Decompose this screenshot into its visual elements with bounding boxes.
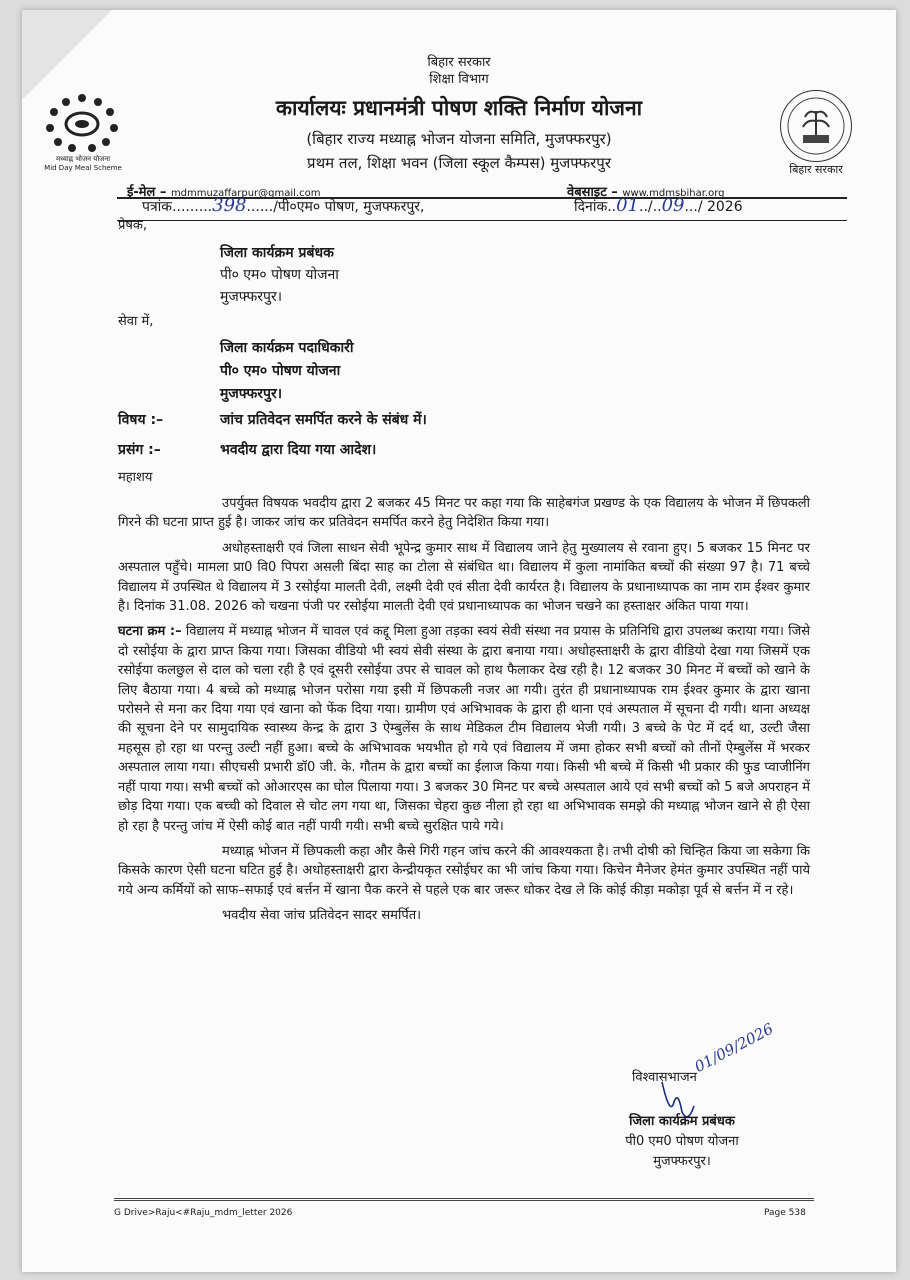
closing: विश्वासभाजन (632, 1070, 697, 1085)
email-value[interactable]: mdmmuzaffarpur@gmail.com (170, 188, 321, 199)
letter-page (22, 10, 896, 1272)
footer-page: Page 538 (764, 1208, 806, 1218)
govt-heading (22, 54, 896, 88)
office-title: कार्यालयः प्रधानमंत्री पोषण शक्ति निर्माण योजना (275, 96, 643, 120)
context-label: प्रसंग :– (118, 442, 161, 458)
department-name: शिक्षा विभाग (429, 72, 489, 87)
website-value[interactable]: www.mdmsbihar.org (622, 188, 725, 199)
footer-path: G Drive>Raju<#Raju_mdm_letter 2026 (114, 1208, 293, 1218)
paragraph-1: उपर्युक्त विषयक भवदीय द्वारा 2 बजकर 45 मिनट पर कहा गया कि साहेबगंज प्रखण्ड के एक विद्यालय के भोजन में छिपकली गिरने की घटना प्राप्त हुई है। जाकर जांच कर प्रतिवेदन समर्पित करने हेतु निदेशित किया गया। (118, 496, 810, 531)
signatory-block: जिला कार्यक्रम प्रबंधक पी0 एम0 पोषण योजना मुजफ्फरपुर। (625, 1114, 739, 1169)
paragraph-5: भवदीय सेवा जांच प्रतिवेदन सादर समर्पित। (222, 908, 422, 924)
govt-name: बिहार सरकार (427, 55, 491, 70)
salutation: महाशय (118, 470, 153, 485)
date-day: 01 (616, 195, 640, 216)
subject-label: विषय :– (118, 412, 164, 428)
website-line: वेबसाइट – www.mdmsbihar.org (567, 185, 725, 200)
paragraph-4: मध्याह्न भोजन में छिपकली कहा और कैसे गिरी गहन जांच करने की आवश्यकता है। तभी दोषी को चिन्हित किया जा सकेगा कि किसके कारण ऐसी घटना घटित हुई है। अधोहस्ताक्षरी द्वारा केन्द्रीयकृत रसोईघर का भी जांच किया गया। किचेन मैनेजर हेमंत कुमार उपस्थित नहीं पाये गये अन्य कर्मियों को साफ–सफाई एवं बर्त्तन में खाना पैक करने से पहले एक बार जरूर धोकर देख ले कि कोई कीड़ा मकोड़ा पूर्व से बर्त्तन में न रहे। (118, 843, 810, 898)
subject-text: जांच प्रतिवेदन समर्पित करने के संबंध में। (220, 412, 427, 428)
emblem-caption: बिहार सरकार (789, 163, 843, 176)
paragraph-3 (118, 622, 810, 835)
footer-rule (114, 1198, 814, 1201)
office-address: प्रथम तल, शिक्षा भवन (जिला स्कूल कैम्पस) मुजफ्फरपुर (307, 154, 611, 172)
incident-text: विद्यालय में मध्याह्न भोजन में चावल एवं कद्दू मिला हुआ तड़का स्वयं सेवी संस्था नव प्रयास के प्रतिनिधि द्वारा उपलब्ध कराया गया। जिसे दो रसोईया के द्वारा प्राप्त किया गया। जिसका वीडियो भी स्वयं सेवी संस्था के द्वारा बनाया गया। अधोहस्ताक्षरी के द्वारा वीडियो देखा गया जिसमें एक रसोईया कलछुल से दाल को चला रही है एवं दूसरी रसोईया उपर से चावल को हाथ फैलाकर देख रही है। 12 बजकर 30 मिनट में बच्चों को खाने के लिए बैठाया गया। 4 बच्चे को मध्याह्न भोजन परोसा गया इसी में छिपकली नजर आ गयी। तुरंत ही प्रधानाध्यापक राम ईश्वर कुमार के द्वारा खाना परोसने से मना कर दिया गया एवं खाना को फेंक दिया गया। ग्रामीण एवं अभिभावक के द्वारा ही थाना एवं अस्पताल में सूचना दी गयी। थाना अध्यक्ष की सूचना देने पर सामुदायिक स्वास्थ्य केन्द्र के द्वारा 3 ऐम्बुलेंस के साथ मेडिकल टीम विद्यालय भेजी गयी। 3 बच्चे के पेट में दर्द था, उल्टी जैसा महसूस हो रहा था परन्तु उल्टी नहीं हुआ। बच्चे के अभिभावक भयभीत हो गये एवं विद्यालय में जमा होकर सभी बच्चों को तीनों ऐम्बुलेंस में भरकर अस्पताल लाया गया। सीएचसी प्रभारी डॉ0 जी. के. गौतम के द्वारा बच्चों का ईलाज किया गया। किसी भी बच्चे में किसी भी प्रकार की फुड प्वाजीनिंग नहीं पाया गया। सभी बच्चों को ओआरएस का घोल पिलाया गया। 3 बजकर 30 मिनट पर बच्चे अस्पताल आये एवं सभी बच्चों को 5 बजे अपराहन में छोड़ दिया गया। एक बच्ची को दिवाल से चोट लग गया था, जिसका चेहरा कुछ नीला हो रहा था अभिभावक समझे की मध्याह्न भोजन खाने से ही ऐसा हो रहा है परन्तु जांच में ऐसी कोई बात नहीं पायी गयी। सभी बच्चे सुरक्षित पाये गये। (118, 624, 811, 834)
reference-rule (117, 220, 847, 221)
sender-block: जिला कार्यक्रम प्रबंधक पी० एम० पोषण योजना मुजफ्फरपुर। (220, 245, 339, 305)
date-line: दिनांक..01../..09.../ 2026 (574, 195, 743, 216)
patrank-number: 398 (212, 195, 247, 216)
letter-body (118, 494, 810, 926)
context-text: भवदीय द्वारा दिया गया आदेश। (220, 442, 377, 458)
reference-line: पत्रांक.........398....../पी०एम० पोषण, मुजफ्फरपुर, (142, 195, 425, 216)
mdm-logo-caption: मध्याह्न भोजन योजना Mid Day Meal Scheme (44, 155, 122, 172)
sender-label: प्रेषक, (118, 218, 148, 233)
incident-label: घटना क्रम :– (118, 624, 182, 640)
recipient-block: जिला कार्यक्रम पदाधिकारी पी० एम० पोषण योजना मुजफ्फरपुर। (220, 340, 354, 402)
office-subtitle: (बिहार राज्य मध्याह्न भोजन योजना समिति, मुजफ्फरपुर) (306, 130, 612, 148)
signature-date: 01/09/2026 (691, 1019, 777, 1076)
email-line: ई-मेल – mdmmuzaffarpur@gmail.com (127, 185, 321, 200)
paragraph-2: अधोहस्ताक्षरी एवं जिला साधन सेवी भूपेन्द्र कुमार साथ में विद्यालय जाने हेतु मुख्यालय से रवाना हुए। 5 बजकर 15 मिनट पर अस्पताल पहुँचे। मामला प्रा0 वि0 पिपरा असली बिंदा साह का टोला से संबंधित था। विद्यालय में कुला नामांकित बच्चों की संख्या 97 है। 71 बच्चे विद्यालय में उपस्थित थे विद्यालय में 3 रसोईया मालती देवी, लक्ष्मी देवी एवं सीता देवी कार्यरत है। विद्यालय के प्रधानाध्यापक का नाम राम ईश्वर कुमार है। दिनांक 31.08. 2026 को चखना पंजी पर रसोईया मालती देवी एवं प्रधानाध्यापक का भोजन चखने का हस्ताक्षर अंकित पाया गया। (118, 540, 810, 615)
recipient-label: सेवा में, (118, 314, 154, 329)
date-month: 09 (661, 195, 685, 216)
